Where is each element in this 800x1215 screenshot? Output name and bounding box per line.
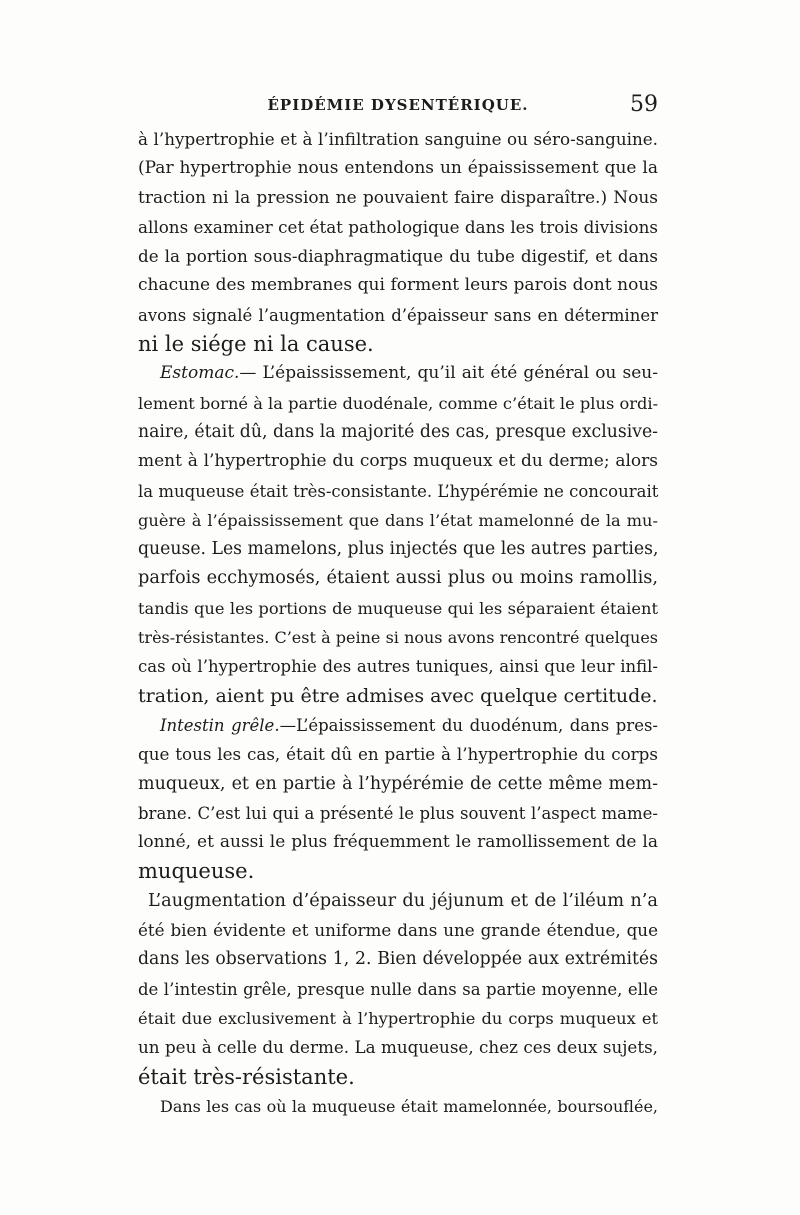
section-first-line [138, 711, 658, 740]
text-line: ment à l’hypertrophie du corps muqueux et du derme; alors [138, 451, 658, 472]
text-line: allons examiner cet état pathologique dans les trois divisions [138, 216, 658, 237]
running-head [138, 92, 658, 120]
section-first-line-text: —L’épaississement du duodénum, dans pres- [279, 715, 658, 735]
body-text [138, 125, 658, 1121]
text-line: brane. C’est lui qui a présenté le plus souvent l’aspect mame- [138, 803, 658, 823]
text-line: muqueuse. [138, 859, 255, 884]
text-line: de la portion sous-diaphragmatique du tube digestif, et dans [138, 246, 658, 267]
text-line: naire, était dû, dans la majorité des cas, presque exclusive- [138, 421, 658, 442]
text-line: que tous les cas, était dû en partie à l’hypertrophie du corps [138, 744, 658, 765]
text-line: dans les observations 1, 2. Bien développée aux extrémités [138, 949, 658, 970]
text-line: été bien évidente et uniforme dans une grande étendue, que [138, 920, 658, 941]
text-line: chacune des membranes qui forment leurs parois dont nous [138, 275, 658, 296]
text-line: muqueux, et en partie à l’hypérémie de cette même mem- [138, 773, 658, 794]
text-line: la muqueuse était très-consistante. L’hypérémie ne concourait [138, 481, 659, 501]
section-heading-intestin-grele: Intestin grêle. [160, 715, 280, 735]
text-line: avons signalé l’augmentation d’épaisseur sans en déterminer [138, 305, 658, 325]
text-line: ni le siége ni la cause. [138, 332, 374, 357]
text-line: lement borné à la partie duodénale, comme c’était le plus ordi- [138, 393, 659, 413]
text-line: lonné, et aussi le plus fréquemment le ramollissement de la [138, 832, 658, 853]
text-line: queuse. Les mamelons, plus injectés que les autres parties, [138, 539, 659, 560]
page-number: 59 [630, 92, 658, 117]
text-line: un peu à celle du derme. La muqueuse, chez ces deux sujets, [138, 1037, 658, 1058]
text-line: L’augmentation d’épaisseur du jéjunum et de l’iléum n’a [148, 890, 658, 911]
section-heading-estomac: Estomac. [160, 363, 240, 384]
text-line: (Par hypertrophie nous entendons un épaississement que la [138, 158, 658, 179]
text-line: cas où l’hypertrophie des autres tuniques, ainsi que leur infil- [138, 657, 658, 677]
text-line: était très-résistante. [138, 1064, 355, 1089]
text-line: Dans les cas où la muqueuse était mamelonnée, boursouflée, [160, 1096, 658, 1116]
text-line: de l’intestin grêle, presque nulle dans sa partie moyenne, elle [138, 979, 658, 999]
text-line: tandis que les portions de muqueuse qui les séparaient étaient [138, 598, 658, 618]
section-first-line [138, 359, 658, 388]
text-line: tration, aient pu être admises avec quelque certitude. [138, 684, 658, 707]
text-line: très-résistantes. C’est à peine si nous avons rencontré quelques [138, 628, 658, 648]
text-line: était due exclusivement à l’hypertrophie du corps muqueux et [138, 1008, 658, 1028]
text-line: à l’hypertrophie et à l’infiltration sanguine ou séro-sanguine. [138, 129, 658, 149]
section-first-line-text: — L’épaississement, qu’il ait été général ou seu- [239, 363, 658, 384]
text-line: parfois ecchymosés, étaient aussi plus ou moins ramollis, [138, 568, 658, 589]
text-line: guère à l’épaississement que dans l’état mamelonné de la mu- [138, 510, 658, 530]
running-title: ÉPIDÉMIE DYSENTÉRIQUE. [267, 96, 529, 114]
text-line: traction ni la pression ne pouvaient faire disparaître.) Nous [138, 187, 658, 208]
